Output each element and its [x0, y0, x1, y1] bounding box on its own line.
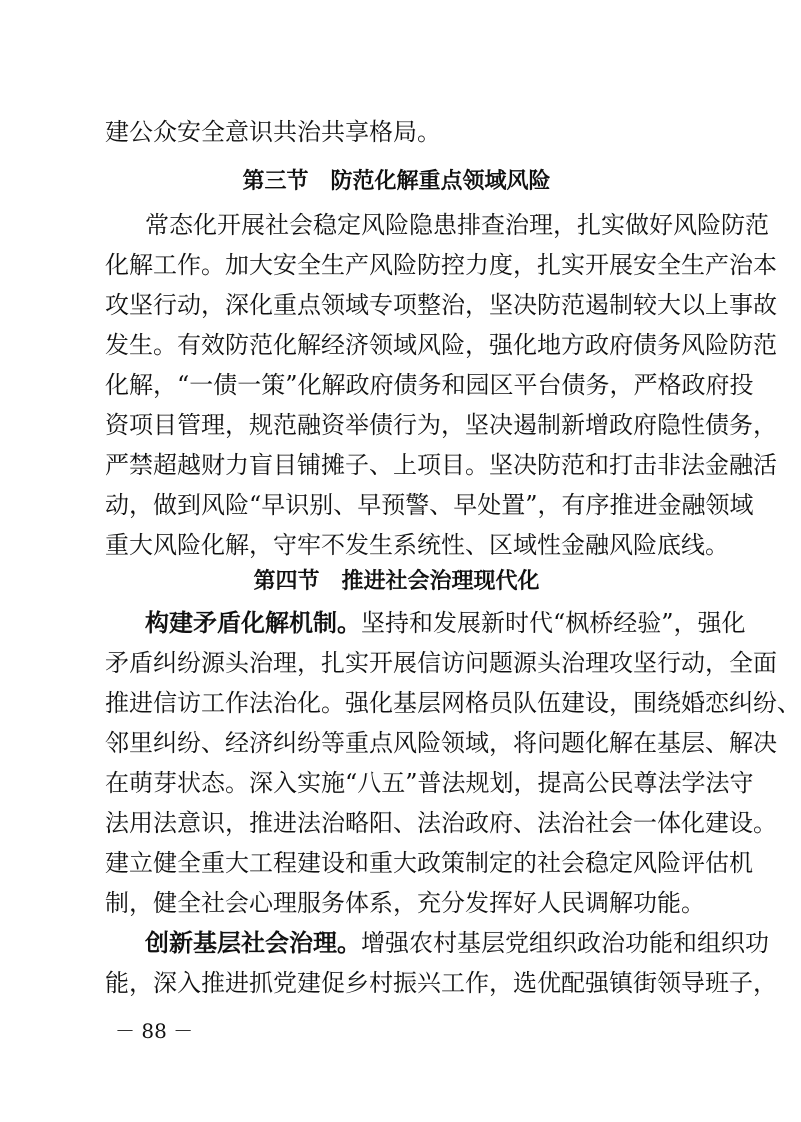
paragraph-line: 严禁超越财力盲目铺摊子、上项目。坚决防范和打击非法金融活	[105, 451, 777, 479]
paragraph-line: 重大风险化解，守牢不发生系统性、区域性金融风险底线。	[105, 531, 729, 559]
paragraph-line: 攻坚行动，深化重点领域专项整治，坚决防范遏制较大以上事故	[105, 291, 777, 319]
section-heading-3: 第三节 防范化解重点领域风险	[242, 169, 551, 194]
paragraph-line: 建公众安全意识共治共享格局。	[105, 118, 441, 146]
paragraph-line: 化解工作。加大安全生产风险防控力度，扎实开展安全生产治本	[105, 251, 777, 279]
paragraph-line: 能，深入推进抓党建促乡村振兴工作，选优配强镇街领导班子，	[105, 969, 777, 997]
paragraph-line: 动，做到风险“早识别、早预警、早处置”，有序推进金融领域	[105, 491, 754, 519]
paragraph-lead: 构建矛盾化解机制。	[145, 609, 361, 637]
paragraph-line: 推进信访工作法治化。强化基层网格员队伍建设，围绕婚恋纠纷、	[105, 689, 801, 717]
paragraph-line: 法用法意识，推进法治略阳、法治政府、法治社会一体化建设。	[105, 809, 777, 837]
paragraph-line: 发生。有效防范化解经济领域风险，强化地方政府债务风险防范	[105, 331, 777, 359]
page-number: － 88 －	[115, 1019, 194, 1043]
paragraph-text: 增强农村基层党组织政治功能和组织功	[361, 929, 769, 957]
section-heading-4: 第四节 推进社会治理现代化	[253, 569, 540, 594]
paragraph-line: 资项目管理，规范融资举债行为，坚决遏制新增政府隐性债务，	[105, 411, 777, 439]
paragraph-line: 邻里纠纷、经济纠纷等重点风险领域，将问题化解在基层、解决	[105, 729, 777, 757]
paragraph-line: 建立健全重大工程建设和重大政策制定的社会稳定风险评估机	[105, 849, 753, 877]
paragraph-line	[145, 923, 769, 963]
paragraph-line: 常态化开展社会稳定风险隐患排查治理，扎实做好风险防范	[145, 211, 769, 239]
paragraph-line: 制，健全社会心理服务体系，充分发挥好人民调解功能。	[105, 889, 705, 917]
paragraph-text: 坚持和发展新时代“枫桥经验”，强化	[361, 609, 746, 637]
paragraph-line: 矛盾纠纷源头治理，扎实开展信访问题源头治理攻坚行动，全面	[105, 649, 777, 677]
paragraph-line: 在萌芽状态。深入实施“八五”普法规划，提高公民尊法学法守	[105, 769, 754, 797]
paragraph-lead: 创新基层社会治理。	[145, 929, 361, 957]
paragraph-line: 化解，“一债一策”化解政府债务和园区平台债务，严格政府投	[105, 371, 754, 399]
paragraph-line	[145, 603, 746, 643]
